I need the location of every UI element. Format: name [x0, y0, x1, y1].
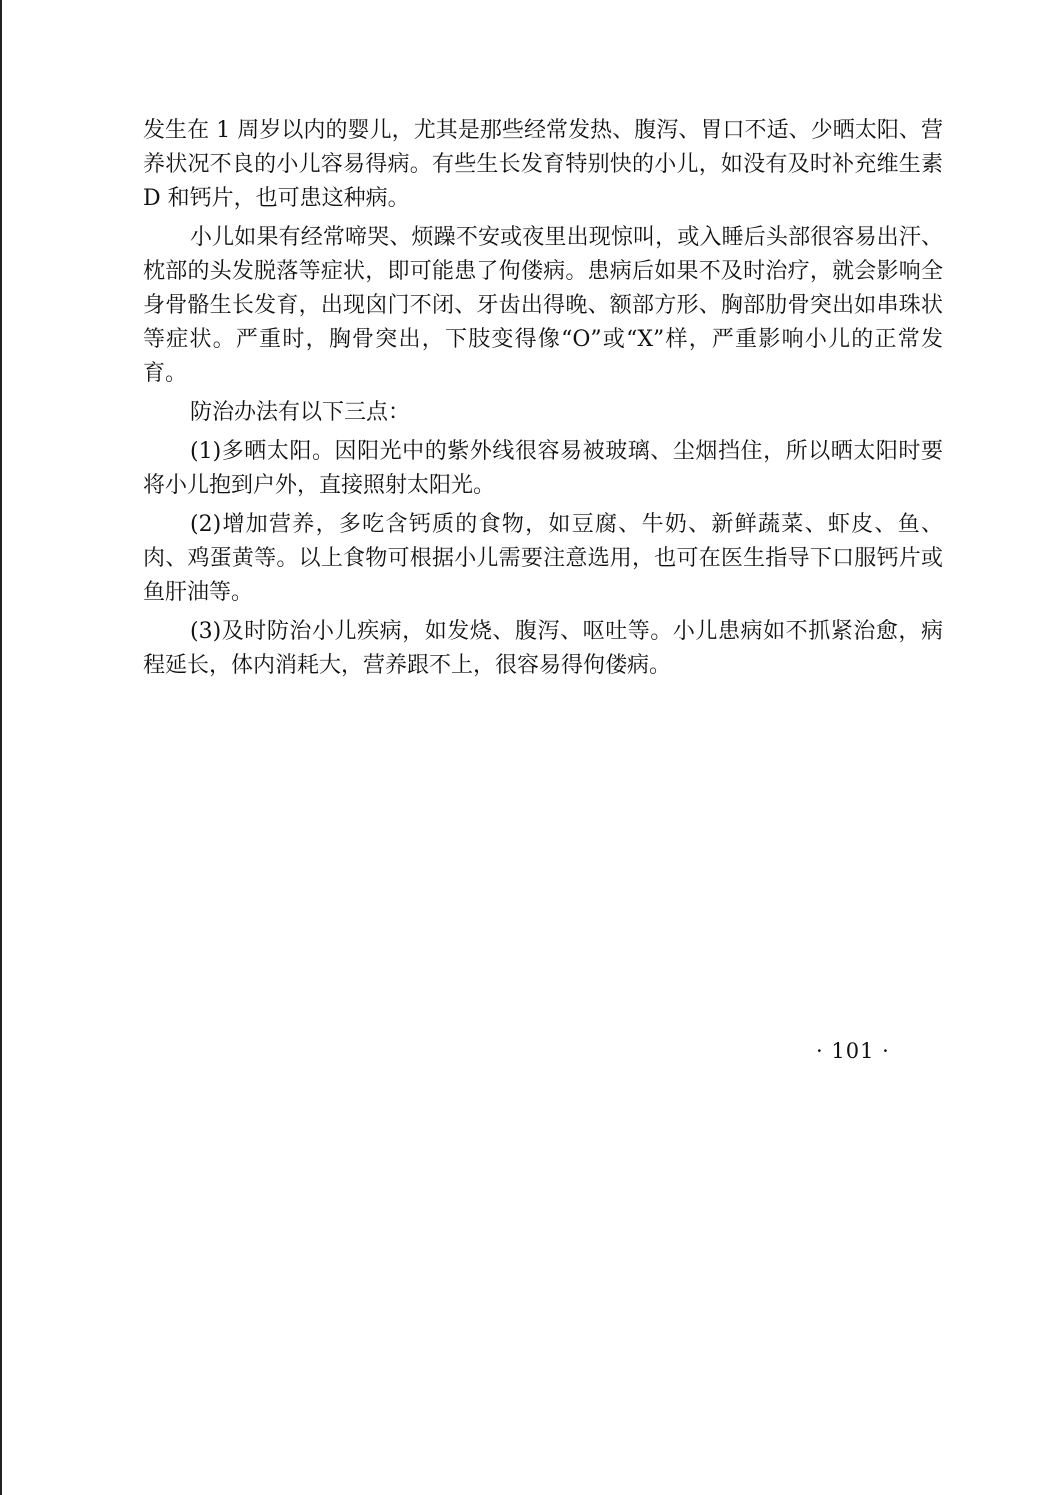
page-number: · 101 · [816, 1039, 890, 1063]
paragraph-continuation: 发生在 1 周岁以内的婴儿，尤其是那些经常发热、腹泻、胃口不适、少晒太阳、营养状况不良的小儿容易得病。有些生长发育特别快的小儿，如没有及时补充维生素 D 和钙片，也可患这种病。 [143, 118, 943, 211]
paragraph-symptoms: 小儿如果有经常啼哭、烦躁不安或夜里出现惊叫，或入睡后头部很容易出汗、枕部的头发脱落等症状，即可能患了佝偻病。患病后如果不及时治疗，就会影响全身骨骼生长发育，出现囟门不闭、牙齿出得晚、额部方形、胸部肋骨突出如串珠状等症状。严重时，胸骨突出，下肢变得像“O”或“X”样，严重影响小儿的正常发育。 [143, 225, 943, 386]
paragraph-item-2: (2)增加营养，多吃含钙质的食物，如豆腐、牛奶、新鲜蔬菜、虾皮、鱼、肉、鸡蛋黄等。以上食物可根据小儿需要注意选用，也可在医生指导下口服钙片或鱼肝油等。 [143, 512, 943, 605]
paragraph-item-3: (3)及时防治小儿疾病，如发烧、腹泻、呕吐等。小儿患病如不抓紧治愈，病程延长，体内消耗大，营养跟不上，很容易得佝偻病。 [143, 619, 943, 678]
body-text [143, 114, 943, 683]
paragraph-prevention-intro: 防治办法有以下三点： [190, 400, 411, 425]
paragraph-item-1: (1)多晒太阳。因阳光中的紫外线很容易被玻璃、尘烟挡住，所以晒太阳时要将小儿抱到户外，直接照射太阳光。 [143, 439, 943, 498]
page-left-edge [0, 0, 2, 1495]
